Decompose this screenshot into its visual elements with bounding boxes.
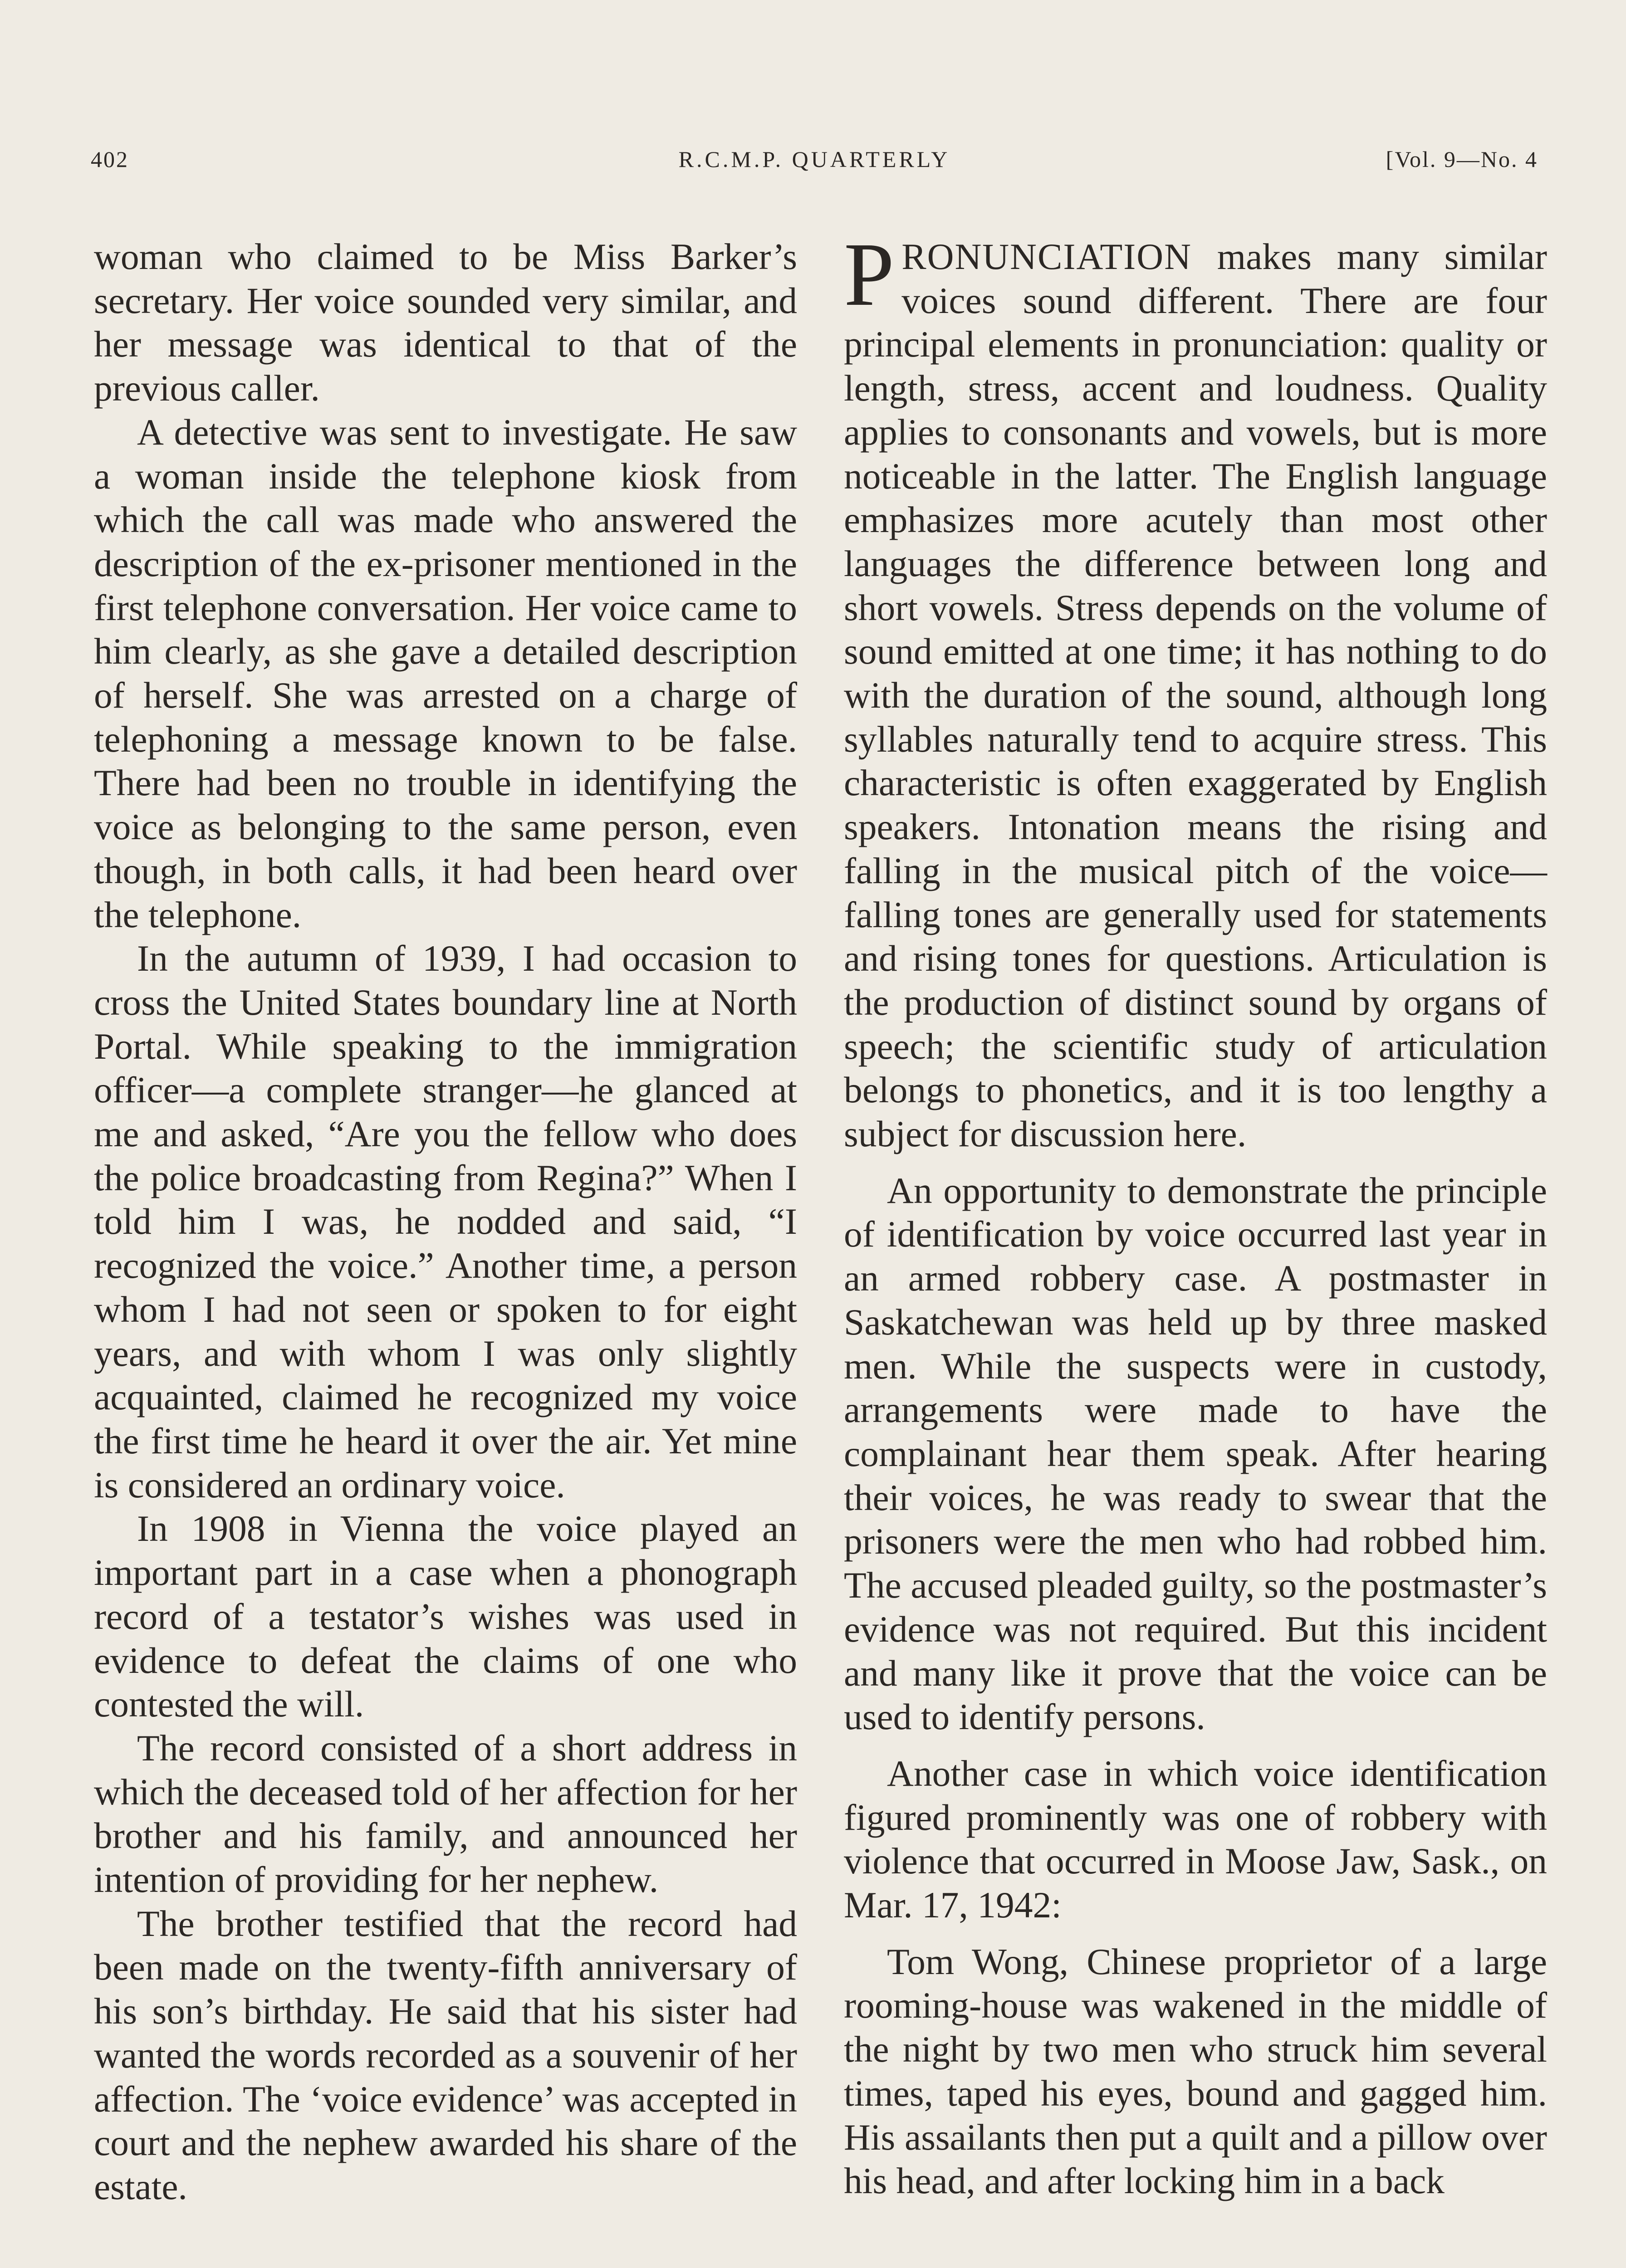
paragraph: The record consisted of a short address in which the deceased told of her affection for her brother and his family, and announced her intention of providing for her nephew. (94, 1727, 797, 1901)
paragraph: In 1908 in Vienna the voice played an important part in a case when a phonograph record of a testator’s wishes was used in evidence to defeat the claims of one who contested the will. (94, 1508, 797, 1725)
paragraph: In the autumn of 1939, I had occasion to cross the United States boundary line at North Portal. While speaking to the immigration officer—a complete stranger—he glanced at me and asked, “Are you the fellow who does the police broadcasting from Regina?” When I told him I was, he nodded and said, “I recognized the voice.” Another time, a person whom I had not seen or spoken to for eight years, and with whom I was only slightly acquainted, claimed he recognized my voice the first time he heard it over the air. Yet mine is considered an ordinary voice. (94, 938, 797, 1505)
drop-cap: P (844, 225, 895, 325)
page-number: 402 (91, 147, 129, 172)
issue-label: [Vol. 9—No. 4 (1386, 147, 1538, 172)
paragraph: Another case in which voice identification figured prominently was one of robbery with violence that occurred in Moose Jaw, Sask., on Mar. 17, 1942: (844, 1752, 1547, 1926)
paragraph: An opportunity to demonstrate the principle of identification by voice occurred last year in an armed robbery case. A postmaster in Saskatchewan was held up by three masked men. While the suspects were in custody, arrangements were made to have the complainant hear them speak. After hearing their voices, he was ready to swear that the prisoners were the men who had robbed him. The accused pleaded guilty, so the postmaster’s evidence was not required. But this incident and many like it prove that the voice can be used to identify persons. (844, 1169, 1547, 1738)
paragraph: A detective was sent to investigate. He saw a woman inside the telephone kiosk from which the call was made who answered the description of the ex-prisoner mentioned in the first telephone conversation. Her voice came to him clearly, as she gave a detailed description of herself. She was arrested on a charge of telephoning a message known to be false. There had been no trouble in identifying the voice as belonging to the same person, even though, in both calls, it had been heard over the telephone. (94, 411, 797, 935)
opening-paragraph (844, 225, 1547, 1156)
paragraph: The brother testified that the record had been made on the twenty-fifth anniversary of his son’s birthday. He said that his sister had wanted the words recorded as a souvenir of her affection. The ‘voice evidence’ was accepted in court and the nephew awarded his share of the estate. (94, 1902, 797, 2207)
journal-title: R.C.M.P. QUARTERLY (678, 147, 950, 172)
opening-smallcaps: RONUNCIATION (901, 236, 1192, 277)
opening-paragraph-text: makes many similar voices sound different. There are four principal elements in pronunciation: quality or length, stress, accent and loudness. Quality applies to consonants and vowels, but is more noticeable in the latter. The English language emphasizes more acutely than most other languages the difference between long and short vowels. Stress depends on the volume of sound emitted at one time; it has nothing to do with the duration of the sound, although long syllables naturally tend to acquire stress. This characteristic is often exaggerated by English speakers. Intonation means the rising and falling in the musical pitch of the voice—falling tones are generally used for statements and rising tones for questions. Articulation is the production of distinct sound by organs of speech; the scientific study of articulation belongs to phonetics, and it is too lengthy a subject for discussion here. (844, 236, 1547, 1155)
page-header (91, 146, 1538, 187)
paragraph: Tom Wong, Chinese proprietor of a large rooming-house was wakened in the middle of the night by two men who struck him several times, taped his eyes, bound and gagged him. His assailants then put a quilt and a pillow over his head, and after locking him in a back (844, 1941, 1547, 2202)
paragraph: woman who claimed to be Miss Barker’s secretary. Her voice sounded very similar, and her message was identical to that of the previous caller. (94, 236, 797, 409)
left-column (94, 235, 797, 2209)
right-column (844, 225, 1547, 2203)
